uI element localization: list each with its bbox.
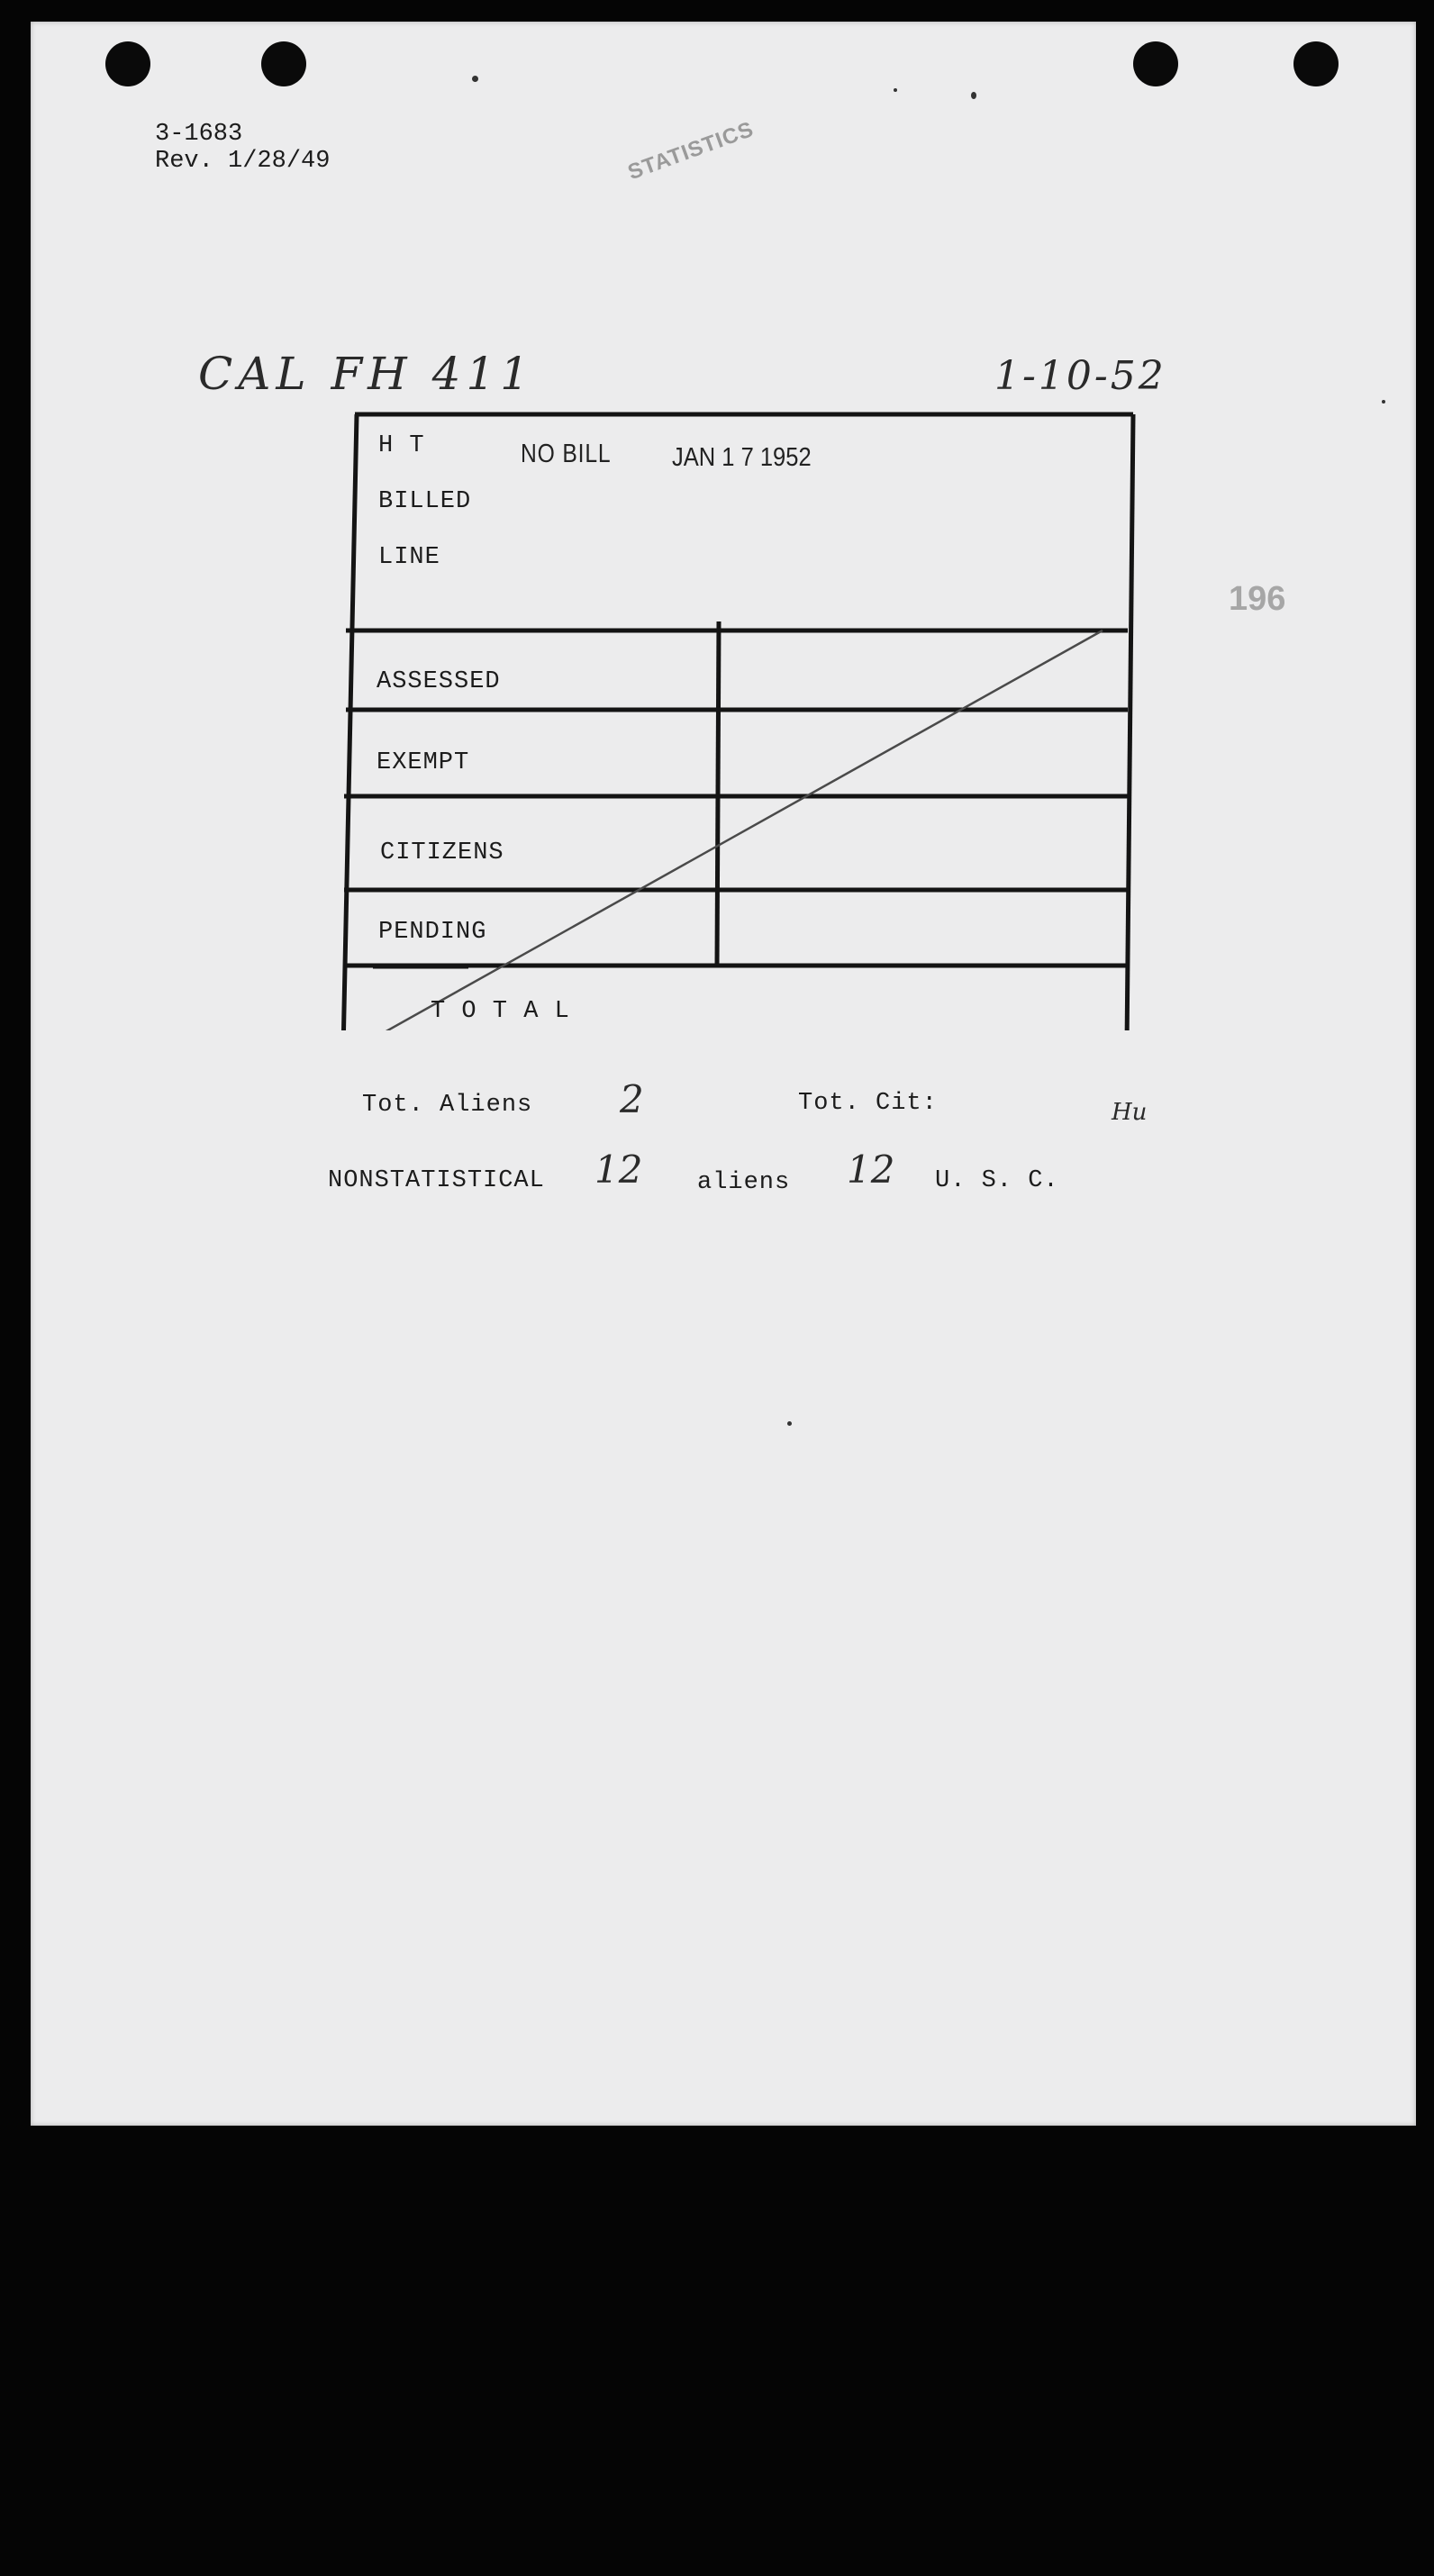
tot-aliens-value: 2 — [620, 1077, 644, 1121]
initials: Hu — [1112, 1099, 1148, 1126]
tot-cit-label: Tot. Cit: — [798, 1090, 938, 1117]
statistics-stamp: STATISTICS — [624, 116, 758, 186]
page-number: 196 — [1229, 580, 1286, 618]
nonstat-usc-value: 12 — [847, 1147, 895, 1192]
billed-label: BILLED — [378, 488, 472, 515]
line-label: LINE — [378, 544, 440, 571]
form-table-grid — [31, 22, 1416, 1030]
nonstatistical-label: NONSTATISTICAL — [328, 1167, 545, 1194]
row-label-exempt: EXEMPT — [377, 749, 470, 776]
case-reference: CAL FH 411 — [198, 348, 535, 400]
ht-label: H T — [378, 432, 425, 459]
row-label-assessed: ASSESSED — [377, 668, 501, 695]
handwritten-date: 1-10-52 — [994, 353, 1166, 399]
speck — [787, 1421, 792, 1426]
date-stamp: JAN 1 7 1952 — [672, 443, 812, 472]
nonstat-aliens-value: 12 — [594, 1147, 643, 1192]
row-label-citizens: CITIZENS — [380, 839, 504, 866]
document-sheet — [31, 22, 1416, 2126]
row-label-pending: PENDING — [378, 919, 487, 946]
nonstat-aliens-label: aliens — [697, 1169, 791, 1196]
usc-label: U. S. C. — [935, 1167, 1059, 1194]
no-bill-stamp: NO BILL — [521, 440, 612, 468]
tot-aliens-label: Tot. Aliens — [362, 1092, 533, 1119]
total-label: T O T A L — [431, 998, 570, 1025]
form-number: 3-1683 — [155, 121, 243, 148]
form-revision: Rev. 1/28/49 — [155, 148, 331, 175]
